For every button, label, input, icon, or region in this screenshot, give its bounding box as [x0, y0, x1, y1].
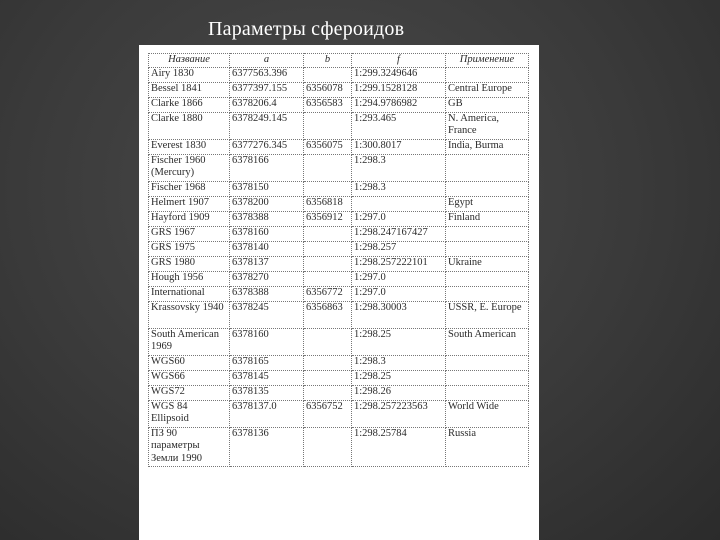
- table-row: [149, 226, 529, 241]
- cell-f: 1:298.25: [352, 370, 446, 385]
- cell-use: [446, 154, 529, 181]
- cell-name: GRS 1980: [149, 256, 230, 271]
- cell-b: 6356075: [304, 139, 352, 154]
- cell-a: 6378160: [230, 328, 304, 355]
- cell-use: [446, 181, 529, 196]
- cell-use: [446, 286, 529, 301]
- table-row: [149, 97, 529, 112]
- table-header-row: [149, 54, 529, 68]
- cell-name: Fischer 1960 (Mercury): [149, 154, 230, 181]
- cell-name: International: [149, 286, 230, 301]
- cell-name: WGS66: [149, 370, 230, 385]
- cell-use: [446, 241, 529, 256]
- cell-use: Russia: [446, 427, 529, 466]
- cell-b: 6356752: [304, 400, 352, 427]
- table-row: [149, 427, 529, 466]
- scanned-table-page: [139, 45, 539, 540]
- cell-a: 6378135: [230, 385, 304, 400]
- cell-f: 1:298.3: [352, 154, 446, 181]
- header-f: f: [352, 54, 446, 68]
- cell-a: 6378145: [230, 370, 304, 385]
- cell-f: 1:293.465: [352, 112, 446, 139]
- cell-b: 6356078: [304, 82, 352, 97]
- cell-use: [446, 370, 529, 385]
- table-row: [149, 241, 529, 256]
- header-name: Название: [149, 54, 230, 68]
- cell-a: 6378136: [230, 427, 304, 466]
- cell-a: 6378137: [230, 256, 304, 271]
- table-row: [149, 196, 529, 211]
- cell-a: 6378249.145: [230, 112, 304, 139]
- table-row: [149, 385, 529, 400]
- cell-use: World Wide: [446, 400, 529, 427]
- table-row: [149, 139, 529, 154]
- cell-b: 6356863: [304, 301, 352, 328]
- cell-name: WGS72: [149, 385, 230, 400]
- cell-b: [304, 328, 352, 355]
- cell-use: [446, 385, 529, 400]
- cell-b: [304, 370, 352, 385]
- table-row: [149, 370, 529, 385]
- cell-f: 1:299.1528128: [352, 82, 446, 97]
- cell-f: 1:298.247167427: [352, 226, 446, 241]
- cell-use: USSR, E. Europe: [446, 301, 529, 328]
- cell-name: Hayford 1909: [149, 211, 230, 226]
- cell-name: Clarke 1880: [149, 112, 230, 139]
- cell-name: GRS 1967: [149, 226, 230, 241]
- cell-name: Everest 1830: [149, 139, 230, 154]
- cell-use: N. America, France: [446, 112, 529, 139]
- table-row: [149, 82, 529, 97]
- table-row: [149, 355, 529, 370]
- cell-use: Egypt: [446, 196, 529, 211]
- cell-use: South American: [446, 328, 529, 355]
- cell-name: ПЗ 90 параметры Земли 1990: [149, 427, 230, 466]
- cell-use: Finland: [446, 211, 529, 226]
- table-row: [149, 112, 529, 139]
- cell-a: 6378245: [230, 301, 304, 328]
- cell-b: 6356772: [304, 286, 352, 301]
- cell-use: [446, 271, 529, 286]
- cell-a: 6378388: [230, 211, 304, 226]
- cell-a: 6378388: [230, 286, 304, 301]
- cell-use: Central Europe: [446, 82, 529, 97]
- table-row: [149, 271, 529, 286]
- cell-name: WGS60: [149, 355, 230, 370]
- cell-b: 6356583: [304, 97, 352, 112]
- cell-f: 1:299.3249646: [352, 67, 446, 82]
- cell-a: 6378137.0: [230, 400, 304, 427]
- table-row: [149, 400, 529, 427]
- cell-b: [304, 355, 352, 370]
- table-row: [149, 181, 529, 196]
- cell-name: WGS 84 Ellipsoid: [149, 400, 230, 427]
- cell-b: [304, 154, 352, 181]
- cell-use: India, Burma: [446, 139, 529, 154]
- table-row: [149, 286, 529, 301]
- cell-name: Bessel 1841: [149, 82, 230, 97]
- cell-use: GB: [446, 97, 529, 112]
- cell-f: 1:298.257222101: [352, 256, 446, 271]
- cell-use: [446, 67, 529, 82]
- table-row: [149, 301, 529, 328]
- cell-name: Fischer 1968: [149, 181, 230, 196]
- cell-use: [446, 226, 529, 241]
- cell-a: 6378166: [230, 154, 304, 181]
- cell-b: [304, 181, 352, 196]
- cell-b: [304, 427, 352, 466]
- cell-f: 1:298.257: [352, 241, 446, 256]
- cell-f: 1:297.0: [352, 286, 446, 301]
- cell-b: [304, 271, 352, 286]
- cell-a: 6377276.345: [230, 139, 304, 154]
- cell-f: 1:300.8017: [352, 139, 446, 154]
- cell-a: 6377397.155: [230, 82, 304, 97]
- table-row: [149, 211, 529, 226]
- cell-a: 6378200: [230, 196, 304, 211]
- cell-a: 6378270: [230, 271, 304, 286]
- cell-f: 1:298.257223563: [352, 400, 446, 427]
- table-row: [149, 67, 529, 82]
- cell-b: [304, 67, 352, 82]
- cell-name: Helmert 1907: [149, 196, 230, 211]
- slide-title: Параметры сфероидов: [208, 18, 405, 40]
- header-usage: Применение: [446, 54, 529, 68]
- cell-name: Airy 1830: [149, 67, 230, 82]
- cell-use: Ukraine: [446, 256, 529, 271]
- table-row: [149, 154, 529, 181]
- cell-b: [304, 241, 352, 256]
- cell-b: [304, 112, 352, 139]
- cell-name: GRS 1975: [149, 241, 230, 256]
- cell-f: 1:297.0: [352, 271, 446, 286]
- cell-a: 6378140: [230, 241, 304, 256]
- header-b: b: [304, 54, 352, 68]
- cell-f: 1:298.3: [352, 181, 446, 196]
- cell-b: [304, 226, 352, 241]
- spheroid-parameters-table: [148, 53, 529, 467]
- cell-f: [352, 196, 446, 211]
- cell-a: 6378206.4: [230, 97, 304, 112]
- cell-a: 6377563.396: [230, 67, 304, 82]
- cell-name: Hough 1956: [149, 271, 230, 286]
- cell-f: 1:297.0: [352, 211, 446, 226]
- table-row: [149, 328, 529, 355]
- cell-f: 1:298.3: [352, 355, 446, 370]
- cell-f: 1:298.25784: [352, 427, 446, 466]
- cell-a: 6378150: [230, 181, 304, 196]
- cell-b: [304, 256, 352, 271]
- cell-f: 1:298.30003: [352, 301, 446, 328]
- cell-name: South American 1969: [149, 328, 230, 355]
- cell-a: 6378165: [230, 355, 304, 370]
- cell-name: Krassovsky 1940: [149, 301, 230, 328]
- cell-name: Clarke 1866: [149, 97, 230, 112]
- cell-b: 6356912: [304, 211, 352, 226]
- cell-use: [446, 355, 529, 370]
- cell-b: 6356818: [304, 196, 352, 211]
- cell-a: 6378160: [230, 226, 304, 241]
- table-row: [149, 256, 529, 271]
- cell-f: 1:294.9786982: [352, 97, 446, 112]
- header-a: a: [230, 54, 304, 68]
- cell-b: [304, 385, 352, 400]
- cell-f: 1:298.25: [352, 328, 446, 355]
- cell-f: 1:298.26: [352, 385, 446, 400]
